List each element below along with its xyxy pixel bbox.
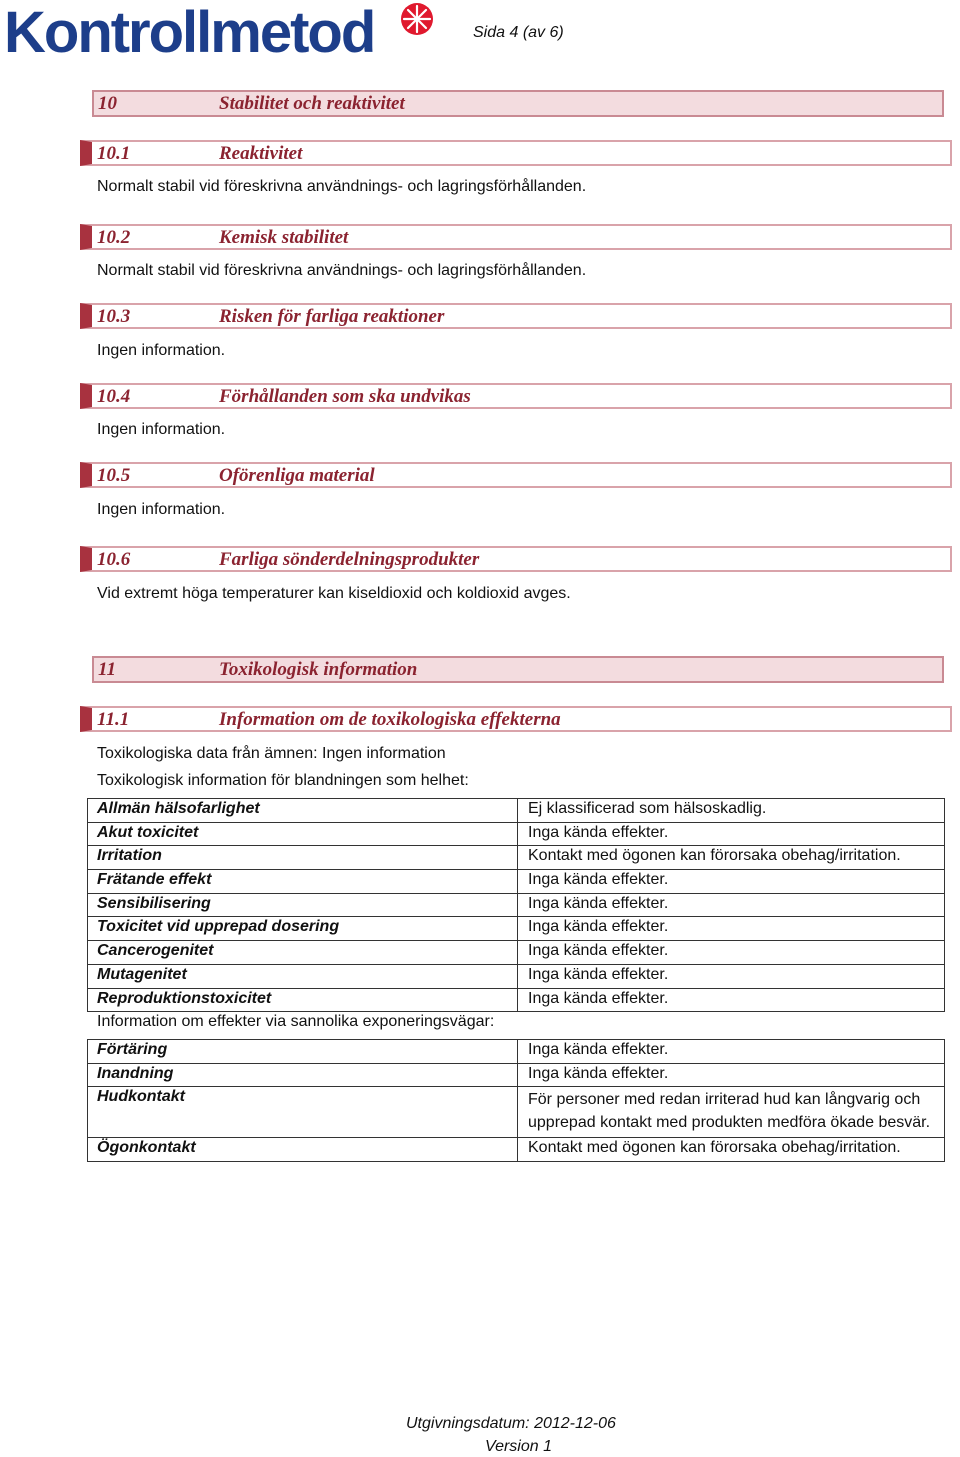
effect-name: Allmän hälsofarlighet xyxy=(88,799,518,823)
effect-name: Reproduktionstoxicitet xyxy=(88,988,518,1012)
route-name: Ögonkontakt xyxy=(88,1138,518,1162)
effect-value: Inga kända effekter. xyxy=(518,988,945,1012)
subsection-title: Förhållanden som ska undvikas xyxy=(219,386,471,407)
table-row xyxy=(88,1138,945,1162)
subsection-heading-11-1 xyxy=(80,706,952,732)
subsection-title: Oförenliga material xyxy=(219,465,375,486)
effect-value: Inga kända effekter. xyxy=(518,893,945,917)
version-label: Version 1 xyxy=(485,1438,552,1455)
exposure-routes-line: Information om effekter via sannolika exponeringsvägar: xyxy=(97,1013,495,1030)
tox-mixture-line: Toxikologisk information för blandningen som helhet: xyxy=(97,772,469,789)
section-title: Stabilitet och reaktivitet xyxy=(219,93,405,114)
subsection-heading-10-3 xyxy=(80,303,952,329)
route-value: För personer med redan irriterad hud kan långvarig och upprepad kontakt med produkten medföra ökade besvär. xyxy=(518,1087,945,1138)
route-value: Kontakt med ögonen kan förorsaka obehag/irritation. xyxy=(518,1138,945,1162)
star-burst-icon xyxy=(400,2,434,36)
table-row xyxy=(88,822,945,846)
effect-name: Toxicitet vid upprepad dosering xyxy=(88,917,518,941)
subsection-text-10-3: Ingen information. xyxy=(97,342,226,359)
subsection-title: Risken för farliga reaktioner xyxy=(219,306,445,327)
effect-name: Akut toxicitet xyxy=(88,822,518,846)
route-name: Förtäring xyxy=(88,1040,518,1064)
table-row xyxy=(88,1087,945,1138)
table-row xyxy=(88,870,945,894)
section-heading-10 xyxy=(92,90,944,117)
table-row xyxy=(88,941,945,965)
subsection-heading-10-2 xyxy=(80,224,952,250)
table-row xyxy=(88,988,945,1012)
section-number: 11 xyxy=(98,659,116,680)
route-name: Hudkontakt xyxy=(88,1087,518,1138)
effect-value: Inga kända effekter. xyxy=(518,822,945,846)
subsection-title: Kemisk stabilitet xyxy=(219,227,349,248)
tox-effects-table xyxy=(87,798,945,1012)
exposure-routes-table xyxy=(87,1039,945,1162)
subsection-text-10-2: Normalt stabil vid föreskrivna användnings- och lagringsförhållanden. xyxy=(97,262,587,279)
subsection-text-10-5: Ingen information. xyxy=(97,501,226,518)
route-value: Inga kända effekter. xyxy=(518,1063,945,1087)
effect-name: Irritation xyxy=(88,846,518,870)
subsection-title: Information om de toxikologiska effekterna xyxy=(219,709,561,730)
subsection-number: 10.3 xyxy=(97,306,131,327)
effect-value: Ej klassificerad som hälsoskadlig. xyxy=(518,799,945,823)
subsection-number: 10.5 xyxy=(97,465,131,486)
table-row xyxy=(88,1040,945,1064)
effect-name: Mutagenitet xyxy=(88,964,518,988)
table-row xyxy=(88,917,945,941)
table-row xyxy=(88,964,945,988)
effect-value: Inga kända effekter. xyxy=(518,941,945,965)
tox-data-line: Toxikologiska data från ämnen: Ingen information xyxy=(97,745,446,762)
subsection-number: 11.1 xyxy=(97,709,130,730)
route-value: Inga kända effekter. xyxy=(518,1040,945,1064)
effect-value: Inga kända effekter. xyxy=(518,917,945,941)
effect-value: Inga kända effekter. xyxy=(518,964,945,988)
effect-name: Frätande effekt xyxy=(88,870,518,894)
subsection-text-10-1: Normalt stabil vid föreskrivna användnings- och lagringsförhållanden. xyxy=(97,178,587,195)
logo-text: Kontrollmetod xyxy=(4,0,375,65)
company-logo xyxy=(4,2,434,64)
table-row xyxy=(88,1063,945,1087)
subsection-number: 10.1 xyxy=(97,143,131,164)
table-row xyxy=(88,893,945,917)
effect-value: Kontakt med ögonen kan förorsaka obehag/irritation. xyxy=(518,846,945,870)
subsection-text-10-4: Ingen information. xyxy=(97,421,226,438)
subsection-number: 10.4 xyxy=(97,386,131,407)
effect-name: Cancerogenitet xyxy=(88,941,518,965)
subsection-heading-10-5 xyxy=(80,462,952,488)
section-title: Toxikologisk information xyxy=(219,659,418,680)
subsection-title: Farliga sönderdelningsprodukter xyxy=(219,549,480,570)
table-row xyxy=(88,799,945,823)
subsection-heading-10-6 xyxy=(80,546,952,572)
subsection-text-10-6: Vid extremt höga temperaturer kan kiseldioxid och koldioxid avges. xyxy=(97,585,571,602)
subsection-title: Reaktivitet xyxy=(219,143,303,164)
table-row xyxy=(88,846,945,870)
issue-date: Utgivningsdatum: 2012-12-06 xyxy=(406,1415,616,1432)
subsection-heading-10-4 xyxy=(80,383,952,409)
effect-value: Inga kända effekter. xyxy=(518,870,945,894)
route-name: Inandning xyxy=(88,1063,518,1087)
section-number: 10 xyxy=(98,93,117,114)
page-number: Sida 4 (av 6) xyxy=(473,24,564,41)
subsection-number: 10.6 xyxy=(97,549,131,570)
section-heading-11 xyxy=(92,656,944,683)
effect-name: Sensibilisering xyxy=(88,893,518,917)
subsection-number: 10.2 xyxy=(97,227,131,248)
subsection-heading-10-1 xyxy=(80,140,952,166)
